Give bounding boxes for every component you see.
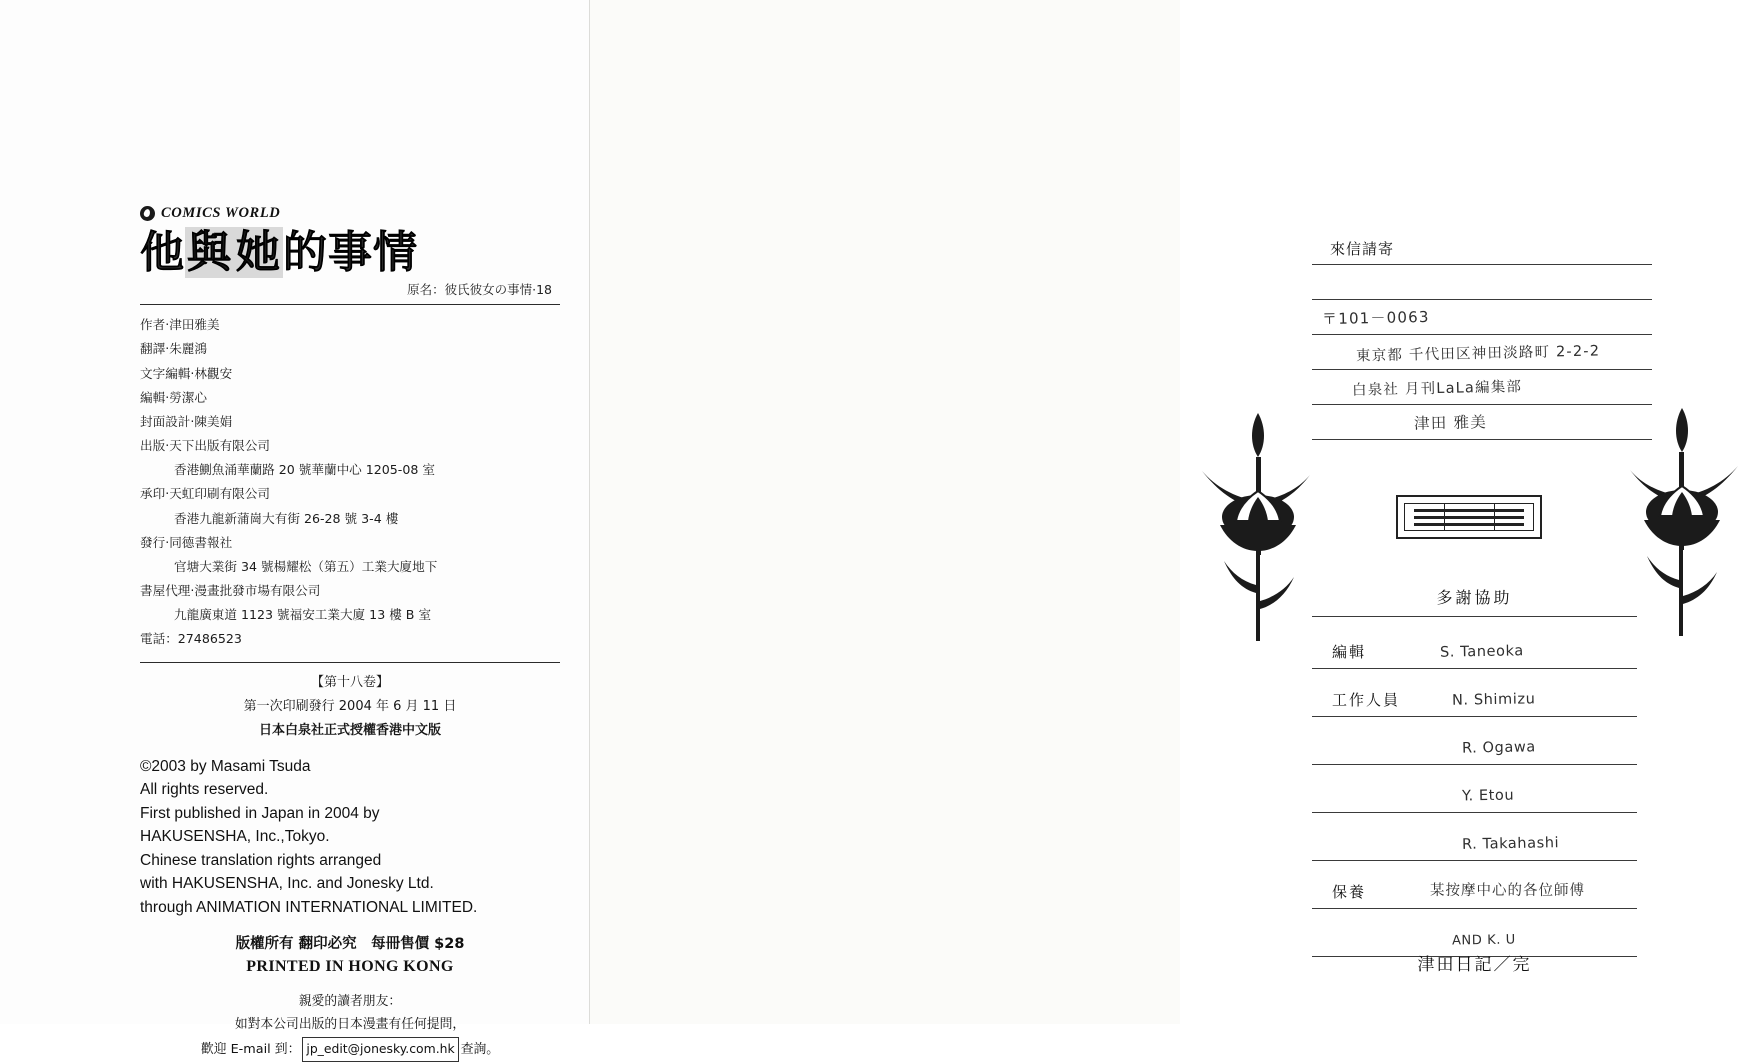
credit-row: 香港鰂魚涌華蘭路 20 號華蘭中心 1205-08 室 xyxy=(174,462,435,478)
credit-row: 官塘大業街 34 號楊耀松（第五）工業大廈地下 xyxy=(174,558,438,574)
reader-question-line: 如對本公司出版的日本漫畫有任何提問， xyxy=(234,1017,466,1033)
credit-row: 封面設計‧陳美娟 xyxy=(140,413,233,429)
thanks-role: 工作人員 xyxy=(1332,692,1401,709)
credit-row: 九龍廣東道 1123 號福安工業大廈 13 樓 B 室 xyxy=(174,607,432,623)
colophon-block xyxy=(140,205,560,1062)
thanks-row-editor xyxy=(1312,630,1637,669)
thanks-page xyxy=(590,0,1601,1024)
thanks-role: 編輯 xyxy=(1332,644,1367,661)
title-char-5: 事 xyxy=(328,227,373,278)
credit-row: 翻譯‧朱麗鴻 xyxy=(140,341,207,357)
end-mark: 津田日記／完 xyxy=(1417,955,1532,974)
address-line-2 xyxy=(1312,335,1652,370)
postal-code: 〒101－0063 xyxy=(1321,307,1430,329)
comics-world-logo-icon xyxy=(140,206,155,221)
thanks-row-staff-4 xyxy=(1312,822,1637,861)
printed-in-line: PRINTED IN HONG KONG xyxy=(246,957,454,975)
thanks-name: Y. Etou xyxy=(1461,787,1515,805)
decorative-seal-icon xyxy=(1396,495,1542,539)
credits-list xyxy=(140,313,560,651)
brand-label: COMICS WORLD xyxy=(161,205,281,221)
credit-row: 電話：27486523 xyxy=(140,631,242,647)
thanks-role: 保養 xyxy=(1332,884,1367,901)
address-line-blank xyxy=(1312,265,1652,300)
title-char-1: 他 xyxy=(140,227,185,278)
thanks-row-maintenance xyxy=(1312,870,1637,909)
thanks-name: R. Ogawa xyxy=(1461,739,1536,757)
price-line: 版權所有 翻印必究 每冊售價 $28 xyxy=(235,935,465,952)
published-line: First published in Japan in 2004 by xyxy=(140,804,380,822)
english-copyright-block xyxy=(140,755,560,920)
address-city: 東京都 千代田区神田淡路町 2-2-2 xyxy=(1355,343,1601,365)
rights-line: All rights reserved. xyxy=(140,781,269,799)
address-line-3 xyxy=(1312,370,1652,405)
translation-line-3: through ANIMATION INTERNATIONAL LIMITED. xyxy=(140,899,478,917)
publisher-line: HAKUSENSHA, Inc.,Tokyo. xyxy=(140,828,330,846)
thanks-heading: 多謝協助 xyxy=(1312,585,1637,617)
translation-line-2: with HAKUSENSHA, Inc. and Jonesky Ltd. xyxy=(140,875,434,893)
thanks-name: R. Takahashi xyxy=(1461,835,1560,853)
credit-row: 發行‧同德書報社 xyxy=(140,534,233,550)
translation-line-1: Chinese translation rights arranged xyxy=(140,851,382,869)
reader-note xyxy=(140,990,560,1062)
thanks-name: N. Shimizu xyxy=(1451,691,1536,709)
page-title xyxy=(140,227,560,278)
original-title: 原名：彼氏彼女の事情·18 xyxy=(407,282,552,298)
email-suffix: 查詢。 xyxy=(460,1041,500,1057)
reader-greeting: 親愛的讀者朋友： xyxy=(298,993,402,1009)
thanks-row-staff-1 xyxy=(1312,678,1637,717)
email-prefix: 歡迎 E-mail 到： xyxy=(200,1041,301,1057)
thanks-name: 某按摩中心的各位師傅 xyxy=(1430,883,1585,899)
reader-email-line xyxy=(140,1037,560,1062)
volume-line: 【第十八卷】 xyxy=(310,674,389,690)
credit-row: 編輯‧勞潔心 xyxy=(140,389,207,405)
thanks-name: AND K. U xyxy=(1451,932,1517,949)
credit-row: 香港九龍新蒲崗大有街 26-28 號 3-4 樓 xyxy=(174,510,399,526)
colophon-page xyxy=(0,0,590,1057)
address-department: 白泉社 月刊LaLa編集部 xyxy=(1351,379,1523,399)
credit-row: 文字編輯‧林觀安 xyxy=(140,365,233,381)
address-recipient: 津田 雅美 xyxy=(1413,413,1488,433)
mail-address-block xyxy=(1312,230,1652,440)
divider-top xyxy=(140,304,560,305)
title-char-2: 與 xyxy=(187,227,232,278)
thanks-row-staff-2 xyxy=(1312,726,1637,765)
thanks-name: S. Taneoka xyxy=(1439,643,1524,661)
divider-bottom xyxy=(140,662,560,663)
title-char-4: 的 xyxy=(283,227,328,278)
license-line: 日本白泉社正式授權香港中文版 xyxy=(258,722,441,738)
title-char-3: 她 xyxy=(236,227,281,278)
copyright-line: ©2003 by Masami Tsuda xyxy=(140,757,311,775)
lotus-flower-left-icon xyxy=(1190,405,1320,645)
mail-heading: 來信請寄 xyxy=(1330,241,1395,258)
title-char-6: 情 xyxy=(373,227,418,278)
mail-heading-line xyxy=(1312,230,1652,265)
address-line-4 xyxy=(1312,405,1652,440)
email-link[interactable]: jp_edit@jonesky.com.hk xyxy=(302,1037,458,1062)
address-line-1 xyxy=(1312,300,1652,335)
credit-row: 作者‧津田雅美 xyxy=(140,317,220,333)
credit-row: 書屋代理‧漫畫批發市場有限公司 xyxy=(140,583,321,599)
publisher-brand xyxy=(140,205,560,222)
credit-row: 出版‧天下出版有限公司 xyxy=(140,438,270,454)
print-date-line: 第一次印刷發行 2004 年 6 月 11 日 xyxy=(243,698,457,714)
thanks-row-staff-3 xyxy=(1312,774,1637,813)
credit-row: 承印‧天虹印刷有限公司 xyxy=(140,486,270,502)
edition-block xyxy=(140,671,560,743)
